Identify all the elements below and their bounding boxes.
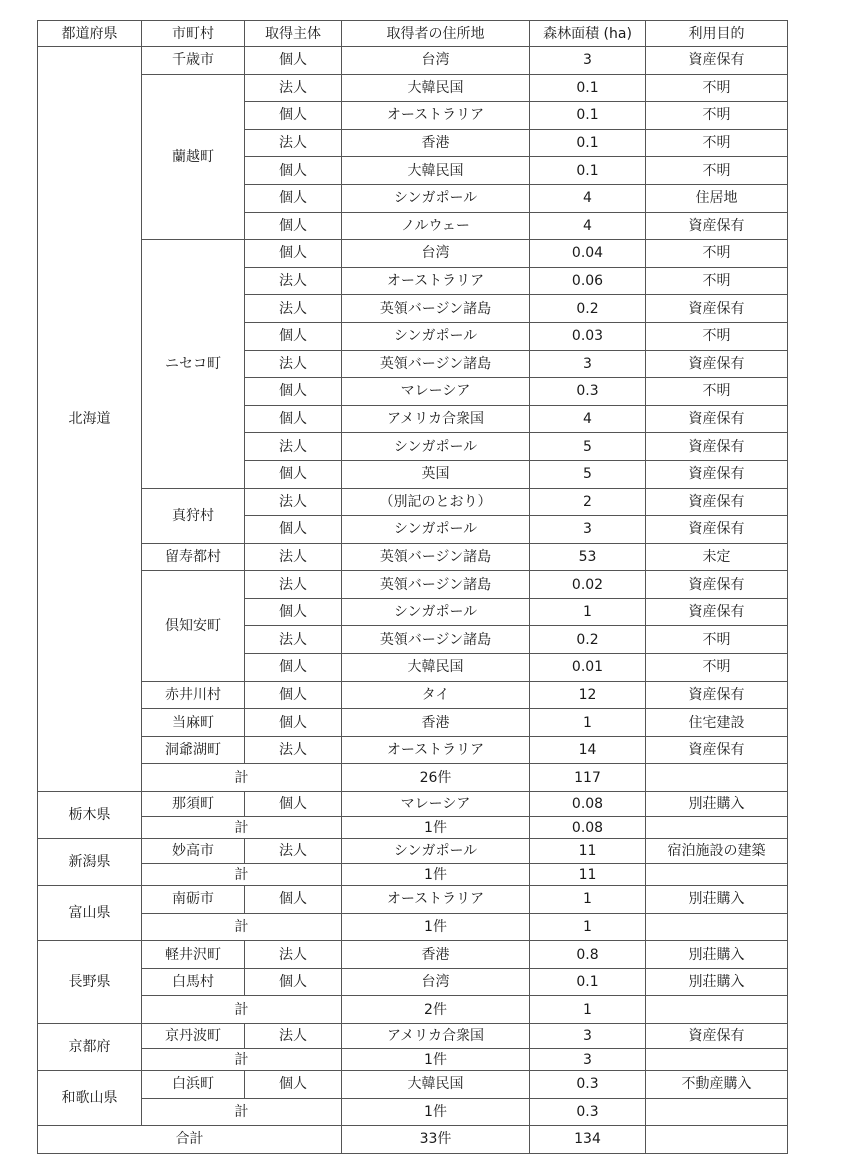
forest-area-cell: 4: [530, 405, 646, 433]
acquirer-address-cell: 大韓民国: [342, 1071, 530, 1099]
subtotal-purpose-blank: [646, 764, 788, 792]
acquirer-address-cell: 台湾: [342, 240, 530, 268]
acquirer-address-cell: 香港: [342, 709, 530, 737]
purpose-cell: 別荘購入: [646, 886, 788, 914]
subtotal-purpose-blank: [646, 1098, 788, 1126]
forest-area-cell: 53: [530, 543, 646, 571]
table-row: [38, 709, 788, 737]
forest-area-cell: 5: [530, 433, 646, 461]
subtotal-label: 計: [142, 864, 342, 886]
purpose-cell: 不明: [646, 102, 788, 130]
table-row: [38, 1071, 788, 1099]
purpose-cell: 不明: [646, 654, 788, 682]
acquirer-type-cell: 法人: [245, 350, 342, 378]
header-acquirer-address: 取得者の住所地: [342, 21, 530, 47]
subtotal-count: 26件: [342, 764, 530, 792]
subtotal-row: [38, 764, 788, 792]
forest-area-cell: 4: [530, 184, 646, 212]
acquirer-address-cell: 香港: [342, 129, 530, 157]
acquirer-address-cell: ノルウェー: [342, 212, 530, 240]
acquirer-type-cell: 個人: [245, 709, 342, 737]
prefecture-cell: 京都府: [38, 1024, 142, 1071]
subtotal-count: 1件: [342, 913, 530, 941]
municipality-cell: 軽井沢町: [142, 941, 245, 969]
forest-area-cell: 0.3: [530, 1071, 646, 1099]
purpose-cell: 不明: [646, 129, 788, 157]
forest-area-cell: 0.06: [530, 267, 646, 295]
purpose-cell: 資産保有: [646, 47, 788, 75]
subtotal-area: 11: [530, 864, 646, 886]
purpose-cell: 不明: [646, 240, 788, 268]
municipality-cell: 妙高市: [142, 839, 245, 864]
forest-area-cell: 0.02: [530, 571, 646, 599]
purpose-cell: 不明: [646, 378, 788, 406]
acquirer-type-cell: 個人: [245, 968, 342, 996]
forest-area-cell: 0.1: [530, 129, 646, 157]
purpose-cell: 宿泊施設の建築: [646, 839, 788, 864]
purpose-cell: 別荘購入: [646, 792, 788, 817]
subtotal-row: [38, 996, 788, 1024]
grand-total-purpose-blank: [646, 1126, 788, 1154]
subtotal-count: 1件: [342, 864, 530, 886]
purpose-cell: 資産保有: [646, 350, 788, 378]
header-municipality: 市町村: [142, 21, 245, 47]
acquirer-type-cell: 法人: [245, 736, 342, 764]
subtotal-label: 計: [142, 913, 342, 941]
subtotal-count: 1件: [342, 1049, 530, 1071]
forest-area-cell: 3: [530, 47, 646, 75]
acquirer-type-cell: 個人: [245, 405, 342, 433]
purpose-cell: 不明: [646, 626, 788, 654]
subtotal-purpose-blank: [646, 864, 788, 886]
header-forest-area: 森林面積 (ha): [530, 21, 646, 47]
acquirer-type-cell: 個人: [245, 212, 342, 240]
prefecture-cell: 和歌山県: [38, 1071, 142, 1126]
forest-area-cell: 1: [530, 598, 646, 626]
acquirer-address-cell: 英領バージン諸島: [342, 350, 530, 378]
municipality-cell: 赤井川村: [142, 681, 245, 709]
municipality-cell: 白馬村: [142, 968, 245, 996]
subtotal-count: 1件: [342, 1098, 530, 1126]
acquirer-type-cell: 法人: [245, 129, 342, 157]
table-row: [38, 681, 788, 709]
municipality-cell: 南砺市: [142, 886, 245, 914]
table-row: [38, 74, 788, 102]
acquirer-address-cell: マレーシア: [342, 378, 530, 406]
acquirer-type-cell: 法人: [245, 433, 342, 461]
header-prefecture: 都道府県: [38, 21, 142, 47]
purpose-cell: 資産保有: [646, 405, 788, 433]
subtotal-purpose-blank: [646, 913, 788, 941]
acquirer-address-cell: 英国: [342, 460, 530, 488]
forest-area-cell: 0.2: [530, 295, 646, 323]
municipality-cell: 白浜町: [142, 1071, 245, 1099]
forest-area-cell: 4: [530, 212, 646, 240]
acquirer-address-cell: 大韓民国: [342, 654, 530, 682]
acquirer-address-cell: アメリカ合衆国: [342, 1024, 530, 1049]
acquirer-type-cell: 個人: [245, 792, 342, 817]
acquirer-address-cell: シンガポール: [342, 839, 530, 864]
acquirer-address-cell: 英領バージン諸島: [342, 543, 530, 571]
purpose-cell: 資産保有: [646, 212, 788, 240]
acquirer-address-cell: マレーシア: [342, 792, 530, 817]
forest-area-cell: 3: [530, 1024, 646, 1049]
acquirer-address-cell: シンガポール: [342, 433, 530, 461]
municipality-cell: 千歳市: [142, 47, 245, 75]
purpose-cell: 資産保有: [646, 736, 788, 764]
subtotal-area: 1: [530, 913, 646, 941]
acquirer-type-cell: 法人: [245, 295, 342, 323]
subtotal-area: 1: [530, 996, 646, 1024]
table-row: [38, 488, 788, 516]
acquirer-type-cell: 法人: [245, 626, 342, 654]
acquirer-type-cell: 法人: [245, 488, 342, 516]
subtotal-row: [38, 864, 788, 886]
forest-area-cell: 1: [530, 709, 646, 737]
forest-area-cell: 12: [530, 681, 646, 709]
purpose-cell: 資産保有: [646, 295, 788, 323]
subtotal-row: [38, 913, 788, 941]
acquirer-type-cell: 個人: [245, 47, 342, 75]
purpose-cell: 住宅建設: [646, 709, 788, 737]
acquirer-type-cell: 個人: [245, 322, 342, 350]
table-row: [38, 1024, 788, 1049]
acquirer-address-cell: アメリカ合衆国: [342, 405, 530, 433]
purpose-cell: 未定: [646, 543, 788, 571]
subtotal-label: 計: [142, 1049, 342, 1071]
acquirer-address-cell: （別記のとおり）: [342, 488, 530, 516]
forest-area-cell: 0.2: [530, 626, 646, 654]
forest-area-cell: 0.03: [530, 322, 646, 350]
municipality-cell: 京丹波町: [142, 1024, 245, 1049]
subtotal-row: [38, 817, 788, 839]
subtotal-label: 計: [142, 764, 342, 792]
acquirer-type-cell: 法人: [245, 839, 342, 864]
header-acquirer-type: 取得主体: [245, 21, 342, 47]
municipality-cell: ニセコ町: [142, 240, 245, 488]
municipality-cell: 蘭越町: [142, 74, 245, 240]
subtotal-count: 2件: [342, 996, 530, 1024]
forest-area-cell: 11: [530, 839, 646, 864]
purpose-cell: 資産保有: [646, 598, 788, 626]
acquirer-address-cell: 英領バージン諸島: [342, 295, 530, 323]
purpose-cell: 不明: [646, 322, 788, 350]
acquirer-type-cell: 個人: [245, 240, 342, 268]
acquirer-type-cell: 個人: [245, 654, 342, 682]
purpose-cell: 不明: [646, 267, 788, 295]
purpose-cell: 資産保有: [646, 516, 788, 544]
forest-area-cell: 3: [530, 350, 646, 378]
table-row: [38, 47, 788, 75]
acquirer-address-cell: 台湾: [342, 47, 530, 75]
acquirer-address-cell: タイ: [342, 681, 530, 709]
purpose-cell: 資産保有: [646, 433, 788, 461]
forest-area-cell: 0.01: [530, 654, 646, 682]
header-row: [38, 21, 788, 47]
subtotal-label: 計: [142, 1098, 342, 1126]
acquirer-address-cell: 大韓民国: [342, 157, 530, 185]
municipality-cell: 当麻町: [142, 709, 245, 737]
acquirer-type-cell: 法人: [245, 1024, 342, 1049]
forest-area-cell: 0.1: [530, 102, 646, 130]
acquirer-type-cell: 個人: [245, 1071, 342, 1099]
acquirer-address-cell: 英領バージン諸島: [342, 571, 530, 599]
acquirer-type-cell: 個人: [245, 886, 342, 914]
subtotal-purpose-blank: [646, 996, 788, 1024]
forest-acquisition-table: [37, 20, 788, 1154]
subtotal-purpose-blank: [646, 817, 788, 839]
acquirer-type-cell: 法人: [245, 941, 342, 969]
acquirer-type-cell: 個人: [245, 460, 342, 488]
table-row: [38, 968, 788, 996]
municipality-cell: 洞爺湖町: [142, 736, 245, 764]
table-row: [38, 543, 788, 571]
table-row: [38, 792, 788, 817]
subtotal-label: 計: [142, 996, 342, 1024]
subtotal-count: 1件: [342, 817, 530, 839]
forest-area-cell: 0.8: [530, 941, 646, 969]
forest-area-cell: 0.1: [530, 74, 646, 102]
acquirer-type-cell: 個人: [245, 184, 342, 212]
subtotal-label: 計: [142, 817, 342, 839]
purpose-cell: 資産保有: [646, 488, 788, 516]
acquirer-address-cell: 大韓民国: [342, 74, 530, 102]
forest-area-cell: 14: [530, 736, 646, 764]
acquirer-address-cell: オーストラリア: [342, 736, 530, 764]
forest-area-cell: 0.08: [530, 792, 646, 817]
grand-total-count: 33件: [342, 1126, 530, 1154]
acquirer-type-cell: 個人: [245, 681, 342, 709]
municipality-cell: 真狩村: [142, 488, 245, 543]
acquirer-type-cell: 法人: [245, 571, 342, 599]
acquirer-address-cell: シンガポール: [342, 322, 530, 350]
purpose-cell: 資産保有: [646, 571, 788, 599]
prefecture-cell: 長野県: [38, 941, 142, 1024]
acquirer-type-cell: 法人: [245, 74, 342, 102]
acquirer-type-cell: 個人: [245, 598, 342, 626]
acquirer-type-cell: 法人: [245, 543, 342, 571]
table-row: [38, 736, 788, 764]
purpose-cell: 住居地: [646, 184, 788, 212]
grand-total-row: [38, 1126, 788, 1154]
municipality-cell: 留寿都村: [142, 543, 245, 571]
subtotal-area: 117: [530, 764, 646, 792]
purpose-cell: 別荘購入: [646, 968, 788, 996]
table-row: [38, 886, 788, 914]
subtotal-purpose-blank: [646, 1049, 788, 1071]
purpose-cell: 不動産購入: [646, 1071, 788, 1099]
acquirer-address-cell: 台湾: [342, 968, 530, 996]
municipality-cell: 那須町: [142, 792, 245, 817]
grand-total-area: 134: [530, 1126, 646, 1154]
purpose-cell: 資産保有: [646, 1024, 788, 1049]
subtotal-row: [38, 1098, 788, 1126]
prefecture-cell: 栃木県: [38, 792, 142, 839]
acquirer-address-cell: オーストラリア: [342, 102, 530, 130]
municipality-cell: 倶知安町: [142, 571, 245, 681]
prefecture-cell: 北海道: [38, 47, 142, 792]
acquirer-address-cell: オーストラリア: [342, 267, 530, 295]
table-row: [38, 839, 788, 864]
subtotal-row: [38, 1049, 788, 1071]
forest-area-cell: 0.04: [530, 240, 646, 268]
prefecture-cell: 新潟県: [38, 839, 142, 886]
forest-area-cell: 1: [530, 886, 646, 914]
acquirer-type-cell: 法人: [245, 267, 342, 295]
acquirer-address-cell: 英領バージン諸島: [342, 626, 530, 654]
acquirer-type-cell: 個人: [245, 157, 342, 185]
acquirer-address-cell: オーストラリア: [342, 886, 530, 914]
purpose-cell: 別荘購入: [646, 941, 788, 969]
purpose-cell: 不明: [646, 74, 788, 102]
prefecture-cell: 富山県: [38, 886, 142, 941]
acquirer-address-cell: シンガポール: [342, 516, 530, 544]
table-row: [38, 571, 788, 599]
forest-area-cell: 3: [530, 516, 646, 544]
acquirer-type-cell: 個人: [245, 516, 342, 544]
forest-area-cell: 5: [530, 460, 646, 488]
subtotal-area: 0.08: [530, 817, 646, 839]
table-row: [38, 941, 788, 969]
acquirer-type-cell: 個人: [245, 378, 342, 406]
forest-area-cell: 0.1: [530, 157, 646, 185]
forest-area-cell: 2: [530, 488, 646, 516]
acquirer-type-cell: 個人: [245, 102, 342, 130]
purpose-cell: 資産保有: [646, 460, 788, 488]
purpose-cell: 不明: [646, 157, 788, 185]
subtotal-area: 0.3: [530, 1098, 646, 1126]
header-purpose: 利用目的: [646, 21, 788, 47]
acquirer-address-cell: 香港: [342, 941, 530, 969]
purpose-cell: 資産保有: [646, 681, 788, 709]
subtotal-area: 3: [530, 1049, 646, 1071]
grand-total-label: 合計: [38, 1126, 342, 1154]
acquirer-address-cell: シンガポール: [342, 184, 530, 212]
table-row: [38, 240, 788, 268]
acquirer-address-cell: シンガポール: [342, 598, 530, 626]
forest-area-cell: 0.3: [530, 378, 646, 406]
forest-area-cell: 0.1: [530, 968, 646, 996]
